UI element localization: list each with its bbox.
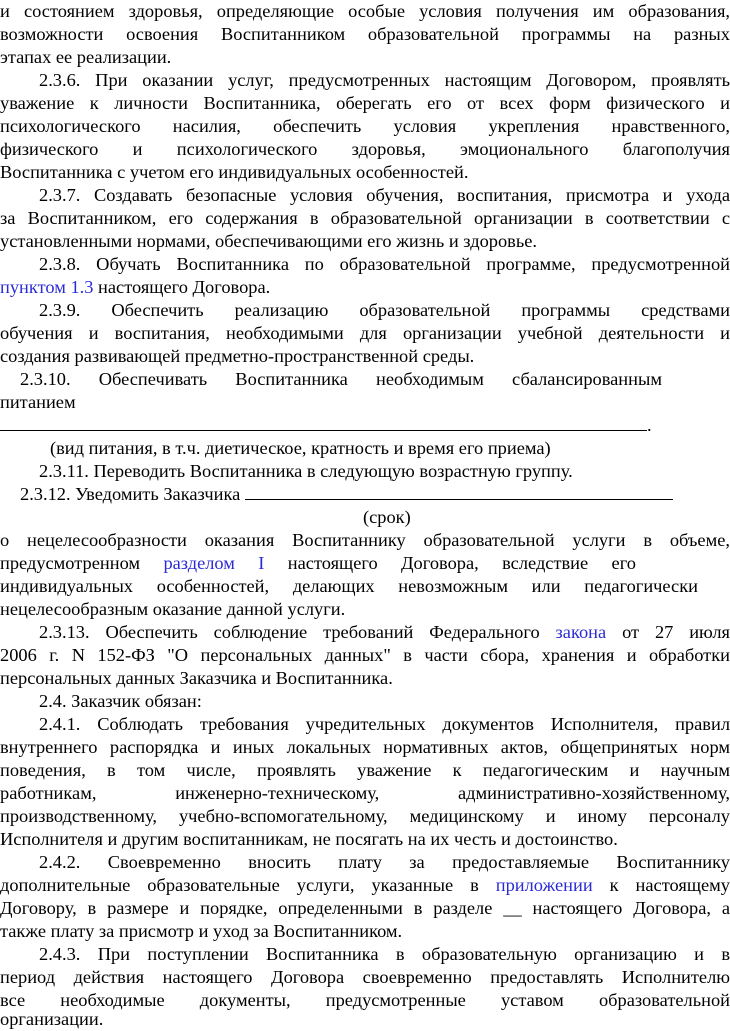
text-line bbox=[0, 874, 730, 897]
clause-2-4-1: 2.4.1. Соблюдать требования учредительных документов Исполнителя, правил bbox=[39, 714, 730, 734]
clause-2-3-8: 2.3.8. Обучать Воспитанника по образовательной программе, предусмотренной bbox=[39, 254, 730, 274]
link-section-1[interactable]: разделом I bbox=[163, 553, 265, 573]
text-line: установленными нормами, обеспечивающими его жизнь и здоровье. bbox=[0, 231, 538, 251]
text-line: возможности освоения Воспитанником образовательной программы на разных bbox=[0, 24, 730, 44]
text-span: 2.3.12. Уведомить Заказчика bbox=[20, 484, 241, 504]
text-line: психологического насилия, обеспечить условия укрепления нравственного, bbox=[0, 116, 730, 136]
text-line: питанием bbox=[0, 392, 76, 412]
text-line: работникам, инженерно-техническому, административно-хозяйственному, bbox=[0, 783, 730, 803]
text-line: обучения и воспитания, необходимыми для организации учебной деятельности и bbox=[0, 323, 730, 343]
blank-line-term bbox=[245, 498, 673, 500]
text-line: организации. bbox=[0, 1009, 104, 1029]
text-span: настоящего Договора. bbox=[98, 277, 271, 297]
text-line: Воспитанника с учетом его индивидуальных особенностей. bbox=[0, 162, 469, 182]
link-clause-1-3[interactable]: пунктом 1.3 bbox=[0, 277, 94, 297]
text-line bbox=[0, 276, 730, 299]
text-span: 2.3.13. Обеспечить соблюдение требований Федерального bbox=[39, 622, 540, 642]
link-law[interactable]: закона bbox=[555, 622, 607, 642]
caption-term: (срок) bbox=[363, 507, 411, 527]
clause-2-3-7: 2.3.7. Создавать безопасные условия обучения, воспитания, присмотра и ухода bbox=[39, 185, 730, 205]
clause-2-3-9: 2.3.9. Обеспечить реализацию образовательной программы средствами bbox=[39, 300, 730, 320]
text-span: настоящего Договора, вследствие его bbox=[287, 553, 636, 573]
caption-nutrition: (вид питания, в т.ч. диетическое, кратность и время его приема) bbox=[50, 438, 551, 458]
clause-2-4-2: 2.4.2. Своевременно вносить плату за предоставляемые Воспитаннику bbox=[39, 852, 730, 872]
text-line: физического и психологического здоровья, эмоционального благополучия bbox=[0, 139, 730, 159]
text-line: Договору, в размере и порядке, определенными в разделе __ настоящего Договора, а bbox=[0, 898, 730, 918]
text-span: . bbox=[647, 415, 652, 435]
text-line: нецелесообразным оказание данной услуги. bbox=[0, 599, 346, 619]
clause-2-3-11: 2.3.11. Переводить Воспитанника в следующую возрастную группу. bbox=[39, 461, 573, 481]
text-line: Исполнителя и другим воспитанникам, не посягать на их честь и достоинство. bbox=[0, 829, 618, 849]
text-span: от 27 июля bbox=[622, 622, 730, 642]
text-line: внутреннего распорядка и иных локальных нормативных актов, общепринятых норм bbox=[0, 737, 730, 757]
text-line: 2006 г. N 152-ФЗ "О персональных данных" в части сбора, хранения и обработки bbox=[0, 645, 730, 665]
text-line: персональных данных Заказчика и Воспитанника. bbox=[0, 668, 393, 688]
clause-2-3-10: 2.3.10. Обеспечивать Воспитанника необходимым сбалансированным bbox=[20, 369, 662, 389]
text-span: к настоящему bbox=[609, 875, 730, 895]
text-line: поведения, в том числе, проявлять уважение к педагогическим и научным bbox=[0, 760, 730, 780]
text-line: о нецелесообразности оказания Воспитаннику образовательной услуги в объеме, bbox=[0, 530, 730, 550]
text-line: производственному, учебно-вспомогательному, медицинскому и иному персоналу bbox=[0, 806, 730, 826]
clause-2-3-6: 2.3.6. При оказании услуг, предусмотренных настоящим Договором, проявлять bbox=[39, 70, 730, 90]
text-line: за Воспитанником, его содержания в образовательной организации в соответствии с bbox=[0, 208, 730, 228]
text-line: также плату за присмотр и уход за Воспитанником. bbox=[0, 921, 403, 941]
text-line: создания развивающей предметно-пространственной среды. bbox=[0, 346, 475, 366]
text-line: уважение к личности Воспитанника, оберегать его от всех форм физического и bbox=[0, 93, 730, 113]
text-span: предусмотренном bbox=[0, 553, 141, 573]
text-line: этапах ее реализации. bbox=[0, 47, 172, 67]
clause-2-3-12 bbox=[0, 483, 730, 506]
text-line bbox=[0, 552, 730, 575]
text-line: все необходимые документы, предусмотренные уставом образовательной bbox=[0, 990, 730, 1010]
clause-2-3-13 bbox=[0, 621, 730, 644]
blank-line bbox=[0, 429, 647, 431]
fill-in-line-nutrition bbox=[0, 414, 730, 437]
text-line: период действия настоящего Договора своевременно предоставлять Исполнителю bbox=[0, 967, 730, 987]
text-line: индивидуальных особенностей, делающих невозможным или педагогически bbox=[0, 576, 698, 596]
section-2-4-heading: 2.4. Заказчик обязан: bbox=[39, 691, 202, 711]
text-span: дополнительные образовательные услуги, указанные в bbox=[0, 875, 479, 895]
link-appendix[interactable]: приложении bbox=[495, 875, 593, 895]
text-line: и состоянием здоровья, определяющие особые условия получения им образования, bbox=[0, 1, 730, 21]
clause-2-4-3: 2.4.3. При поступлении Воспитанника в образовательную организацию и в bbox=[39, 944, 730, 964]
